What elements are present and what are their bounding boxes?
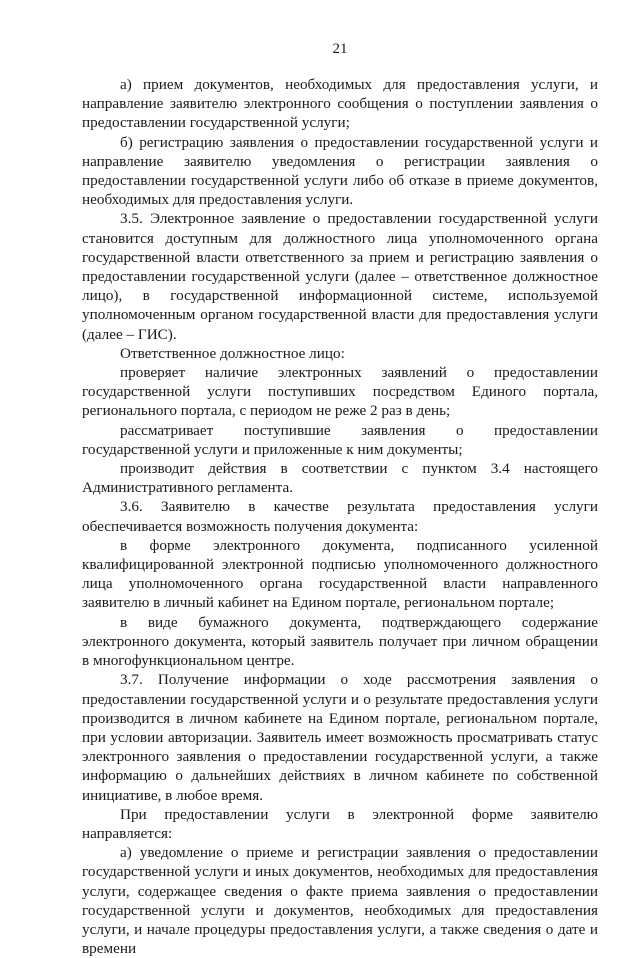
paragraph: 3.6. Заявителю в качестве результата предоставления услуги обеспечивается возможность получения документа: xyxy=(82,498,598,535)
paragraph: в форме электронного документа, подписанного усиленной квалифицированной электронной подписью уполномоченного должностного лица уполномоченного органа государственной власти направленного заявителю в личный кабинет на Едином портале, региональном портале; xyxy=(82,536,598,612)
paragraph: а) прием документов, необходимых для предоставления услуги, и направление заявителю электронного сообщения о поступлении заявления о предоставлении государственной услуги; xyxy=(82,76,598,132)
paragraph: 3.7. Получение информации о ходе рассмотрения заявления о предоставлении государственной услуги и о результате предоставления услуги производится в личном кабинете на Едином портале, региональном портале, при условии авторизации. Заявитель имеет возможность просматривать статус электронного заявления о предоставлении государственной услуги, а также информацию о дальнейших действиях в личном кабинете по собственной инициативе, в любое время. xyxy=(82,671,598,804)
paragraph: в виде бумажного документа, подтверждающего содержание электронного документа, который заявитель получает при личном обращении в многофункциональном центре. xyxy=(82,613,598,670)
page-number: 21 xyxy=(332,41,348,57)
paragraph: проверяет наличие электронных заявлений о предоставлении государственной услуги поступивших посредством Единого портала, регионального портала, с периодом не реже 2 раз в день; xyxy=(82,364,598,420)
paragraph: б) регистрацию заявления о предоставлении государственной услуги и направление заявителю уведомления о регистрации заявления о предоставлении государственной услуги либо об отказе в приеме документов, необходимых для предоставления услуги. xyxy=(82,133,598,209)
paragraph: Ответственное должностное лицо: xyxy=(120,344,345,362)
paragraph: производит действия в соответствии с пунктом 3.4 настоящего Административного регламента. xyxy=(82,460,598,497)
paragraph: 3.5. Электронное заявление о предоставлении государственной услуги становится доступным для должностного лица уполномоченного органа государственной власти ответственного за прием и регистрацию заявления о предоставлении государственной услуги (далее – ответственное должностное лицо), в государственной информационной системе, используемой уполномоченным органом государственной власти для предоставления услуги (далее – ГИС). xyxy=(82,210,598,343)
paragraph: При предоставлении услуги в электронной форме заявителю направляется: xyxy=(82,805,598,842)
body-text xyxy=(82,75,598,958)
paragraph: а) уведомление о приеме и регистрации заявления о предоставлении государственной услуги и иных документов, необходимых для предоставления услуги, содержащее сведения о факте приема заявления о предоставлении государственной услуги и документов, необходимых для предоставления услуги, и начале процедуры предоставления услуги, а также сведения о дате и времени xyxy=(82,844,598,958)
paragraph: рассматривает поступившие заявления о предоставлении государственной услуги и приложенные к ним документы; xyxy=(82,421,598,458)
